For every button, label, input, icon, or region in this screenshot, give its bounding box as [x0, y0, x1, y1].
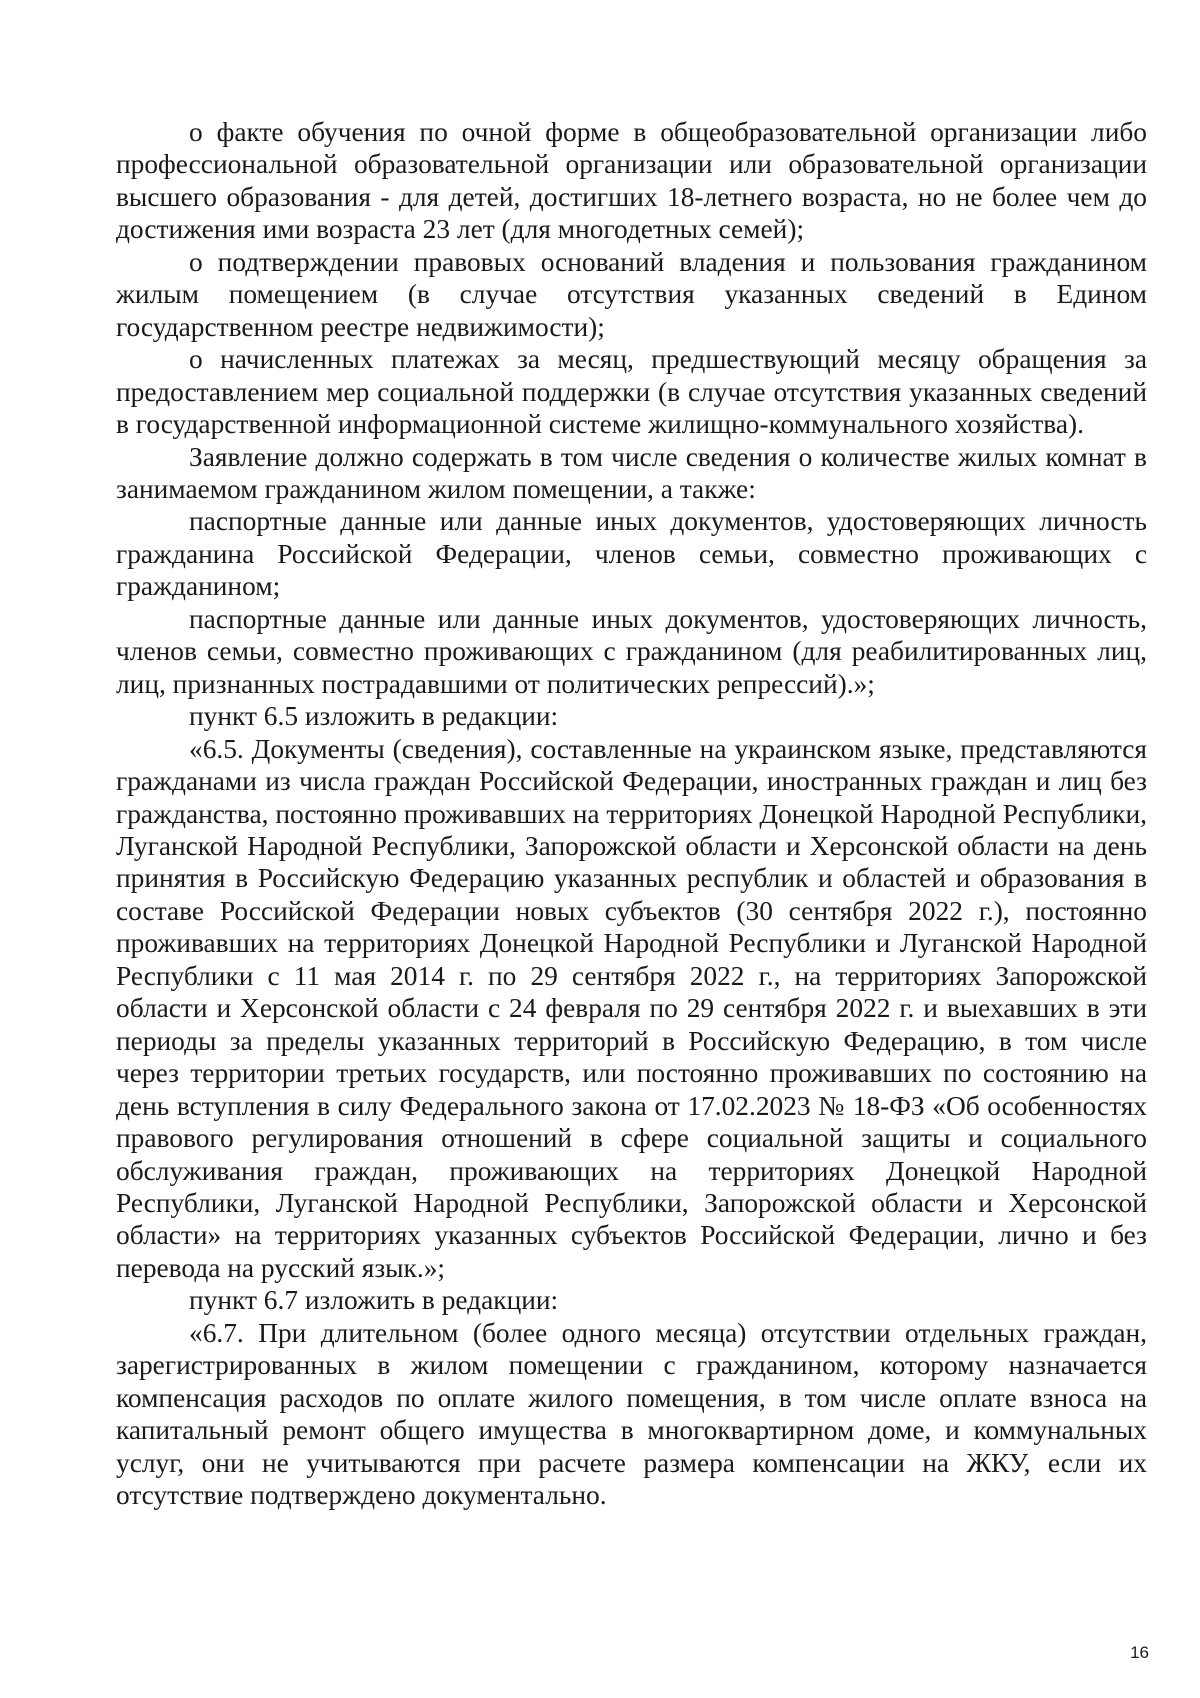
paragraph-clause-6-7: «6.7. При длительном (более одного месяца) отсутствии отдельных граждан, зарегистрированных в жилом помещении с гражданином, которому назначается компенсация расходов по оплате жилого помещения, в том числе оплате взноса на капитальный ремонт общего имущества в многоквартирном доме, и коммунальных услуг, они не учитываются при расчете размера компенсации на ЖКУ, если их отсутствие подтверждено документально.	[116, 1317, 1147, 1511]
document-body	[116, 116, 1147, 1511]
paragraph-clause-6-7-intro: пункт 6.7 изложить в редакции:	[189, 1285, 559, 1316]
paragraph-clause-6-5: «6.5. Документы (сведения), составленные на украинском языке, представляются гражданами из числа граждан Российской Федерации, иностранных граждан и лиц без гражданства, постоянно проживавших на территориях Донецкой Народной Республики, Луганской Народной Республики, Запорожской области и Херсонской области на день принятия в Российскую Федерацию указанных республик и областей и образования в составе Российской Федерации новых субъектов (30 сентября 2022 г.), постоянно проживавших на территориях Донецкой Народной Республики и Луганской Народной Республики с 11 мая 2014 г. по 29 сентября 2022 г., на территориях Запорожской области и Херсонской области с 24 февраля по 29 сентября 2022 г. и выехавших в эти периоды за пределы указанных территорий в Российскую Федерацию, в том числе через территории третьих государств, или постоянно проживавших по состоянию на день вступления в силу Федерального закона от 17.02.2023 № 18-ФЗ «Об особенностях правового регулирования отношений в сфере социальной защиты и социального обслуживания граждан, проживающих на территориях Донецкой Народной Республики, Луганской Народной Республики, Запорожской области и Херсонской области» на территориях указанных субъектов Российской Федерации, лично и без перевода на русский язык.»;	[116, 733, 1147, 1283]
paragraph-accrued-payments: о начисленных платежах за месяц, предшествующий месяцу обращения за предоставлением мер социальной поддержки (в случае отсутствия указанных сведений в государственной информационной системе жилищно-коммунального хозяйства).	[116, 344, 1147, 440]
paragraph-clause-6-5-intro: пункт 6.5 изложить в редакции:	[189, 701, 559, 732]
paragraph-application-contents: Заявление должно содержать в том числе сведения о количестве жилых комнат в занимаемом гражданином жилом помещении, а также:	[116, 441, 1147, 504]
paragraph-passport-data-citizen: паспортные данные или данные иных документов, удостоверяющих личность гражданина Российской Федерации, членов семьи, совместно проживающих с гражданином;	[116, 506, 1147, 602]
paragraph-housing-rights: о подтверждении правовых оснований владения и пользования гражданином жилым помещением (в случае отсутствия указанных сведений в Едином государственном реестре недвижимости);	[116, 246, 1147, 342]
paragraph-education-info: о факте обучения по очной форме в общеобразовательной организации либо профессиональной образовательной организации или образовательной организации высшего образования - для детей, достигших 18-летнего возраста, но не более чем до достижения ими возраста 23 лет (для многодетных семей);	[116, 117, 1147, 245]
paragraph-passport-data-family: паспортные данные или данные иных документов, удостоверяющих личность, членов семьи, совместно проживающих с гражданином (для реабилитированных лиц, лиц, признанных пострадавшими от политических репрессий).»;	[116, 603, 1147, 699]
page-number: 16	[1130, 1643, 1149, 1662]
